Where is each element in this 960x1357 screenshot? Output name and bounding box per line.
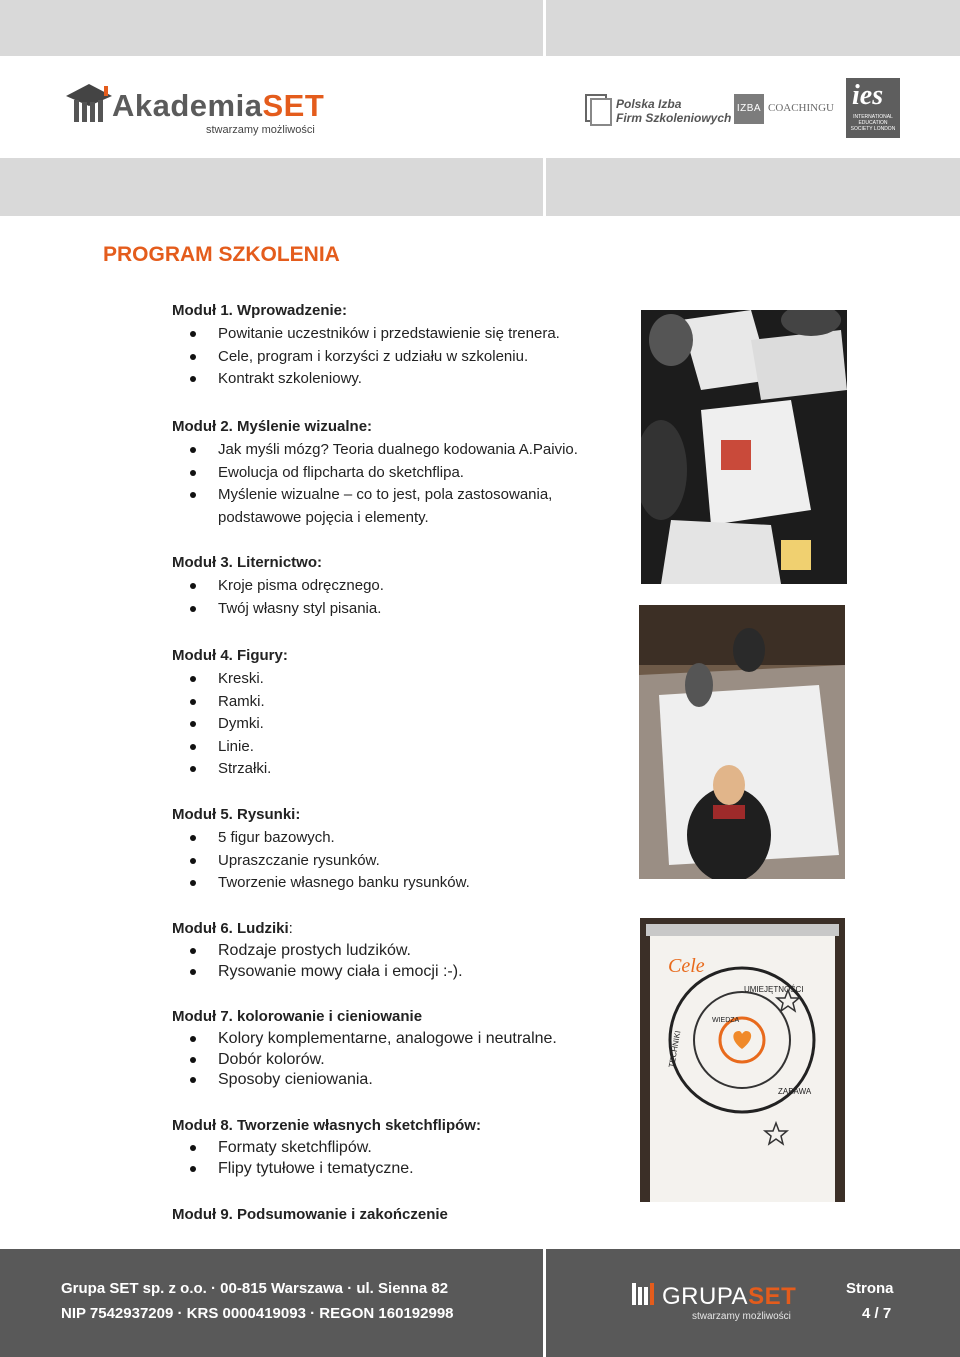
module-6 bbox=[172, 918, 632, 982]
akademia-logo-text: AkademiaSET bbox=[112, 88, 325, 123]
module-7 bbox=[172, 1006, 632, 1091]
module-title: Moduł 6. Ludziki: bbox=[172, 920, 293, 937]
header-divider bbox=[543, 0, 546, 216]
footer-page-label: Strona bbox=[846, 1280, 894, 1297]
list-item: Powitanie uczestników i przedstawienie się trenera. bbox=[172, 323, 632, 346]
list-item: Dymki. bbox=[172, 713, 632, 736]
workshop-photo-room-image bbox=[639, 605, 845, 879]
flipchart-ring-left: TECHNIKI bbox=[667, 1030, 683, 1069]
module-title: Moduł 5. Rysunki: bbox=[172, 806, 301, 823]
module-title: Moduł 8. Tworzenie własnych sketchflipów: bbox=[172, 1117, 481, 1134]
list-item: Flipy tytułowe i tematyczne. bbox=[172, 1159, 632, 1180]
document-stack-icon bbox=[584, 93, 614, 127]
list-item: Kroje pisma odręcznego. bbox=[172, 575, 632, 598]
izba-coachingu-logo bbox=[734, 94, 832, 124]
footer-address: Grupa SET sp. z o.o. · 00-815 Warszawa · ul. Sienna 82 bbox=[61, 1280, 449, 1297]
module-3 bbox=[172, 552, 632, 620]
module-title: Moduł 1. Wprowadzenie: bbox=[172, 302, 347, 319]
list-item: Jak myśli mózg? Teoria dualnego kodowania A.Paivio. bbox=[172, 439, 632, 462]
module-2 bbox=[172, 416, 632, 529]
izba-logo-box: IZBA bbox=[734, 94, 764, 124]
module-items bbox=[172, 668, 632, 781]
module-items bbox=[172, 1138, 632, 1179]
flipchart-inner: WIEDZA bbox=[712, 1017, 740, 1024]
module-1 bbox=[172, 300, 632, 391]
header-strip-bottom-left bbox=[0, 158, 543, 216]
grupa-set-logo bbox=[632, 1279, 797, 1323]
flipchart-ring-bottom: ZABAWA bbox=[778, 1087, 812, 1096]
module-title: Moduł 4. Figury: bbox=[172, 647, 288, 664]
page-title: PROGRAM SZKOLENIA bbox=[103, 243, 340, 266]
graduation-cap-icon bbox=[64, 76, 114, 126]
list-item: Ramki. bbox=[172, 691, 632, 714]
akademia-set-logo bbox=[64, 76, 325, 138]
list-item: Cele, program i korzyści z udziału w szkoleniu. bbox=[172, 346, 632, 369]
module-items bbox=[172, 941, 632, 982]
workshop-photo-room bbox=[639, 605, 845, 879]
list-item: Kolory komplementarne, analogowe i neutralne. bbox=[172, 1029, 632, 1050]
module-4 bbox=[172, 645, 632, 781]
header-strip-top-right bbox=[546, 0, 960, 56]
workshop-photo-flipchart bbox=[640, 918, 845, 1202]
list-item: Sposoby cieniowania. bbox=[172, 1070, 632, 1091]
akademia-tagline: stwarzamy możliwości bbox=[206, 124, 315, 136]
list-item: Tworzenie własnego banku rysunków. bbox=[172, 872, 632, 895]
grupa-set-bars-icon bbox=[632, 1279, 658, 1307]
list-item: Myślenie wizualne – co to jest, pola zastosowania, podstawowe pojęcia i elementy. bbox=[172, 484, 598, 529]
list-item: Ewolucja od flipcharta do sketchflipa. bbox=[172, 462, 632, 485]
pifs-logo-text: Polska Izba Firm Szkoleniowych bbox=[616, 97, 732, 125]
page-footer bbox=[0, 1249, 960, 1357]
module-title: Moduł 2. Myślenie wizualne: bbox=[172, 418, 373, 435]
list-item: Dobór kolorów. bbox=[172, 1050, 632, 1071]
module-title: Moduł 7. kolorowanie i cieniowanie bbox=[172, 1008, 423, 1025]
list-item: Rodzaje prostych ludzików. bbox=[172, 941, 632, 962]
list-item: Formaty sketchflipów. bbox=[172, 1138, 632, 1159]
page-header bbox=[0, 0, 960, 216]
footer-company-ids: NIP 7542937209 · KRS 0000419093 · REGON 160192998 bbox=[61, 1305, 454, 1322]
list-item: Strzałki. bbox=[172, 758, 632, 781]
module-5 bbox=[172, 804, 632, 895]
module-items bbox=[172, 439, 632, 529]
izba-logo-text: COACHINGU bbox=[768, 102, 834, 114]
list-item: Kontrakt szkoleniowy. bbox=[172, 368, 632, 391]
footer-page-number: 4 / 7 bbox=[862, 1305, 892, 1322]
footer-divider bbox=[543, 1249, 546, 1357]
ies-logo bbox=[846, 78, 900, 138]
list-item: Twój własny styl pisania. bbox=[172, 598, 632, 621]
ies-logo-subtext: INTERNATIONAL EDUCATION SOCIETY LONDON bbox=[850, 114, 896, 132]
list-item: 5 figur bazowych. bbox=[172, 827, 632, 850]
header-strip-top-left bbox=[0, 0, 543, 56]
module-items bbox=[172, 1029, 632, 1091]
list-item: Rysowanie mowy ciała i emocji :-). bbox=[172, 962, 632, 983]
workshop-photo-flipchart-image bbox=[640, 918, 845, 1202]
module-items bbox=[172, 827, 632, 895]
list-item: Kreski. bbox=[172, 668, 632, 691]
flipchart-title: Cele bbox=[668, 955, 705, 977]
module-items bbox=[172, 575, 632, 620]
module-8 bbox=[172, 1115, 632, 1179]
grupa-set-logo-text: GRUPASET bbox=[662, 1283, 797, 1310]
module-items bbox=[172, 323, 632, 391]
grupa-set-tagline: stwarzamy możliwości bbox=[692, 1311, 791, 1322]
workshop-photo-floor-image bbox=[641, 310, 847, 584]
flipchart-ring-top: UMIEJĘTNOŚCI bbox=[744, 985, 804, 994]
list-item: Upraszczanie rysunków. bbox=[172, 850, 632, 873]
workshop-photo-floor bbox=[641, 310, 847, 584]
pifs-logo bbox=[584, 93, 732, 127]
header-strip-bottom-right bbox=[546, 158, 960, 216]
module-9 bbox=[172, 1204, 632, 1226]
ies-logo-text: ies bbox=[852, 80, 884, 111]
module-title: Moduł 9. Podsumowanie i zakończenie bbox=[172, 1206, 448, 1223]
module-title: Moduł 3. Liternictwo: bbox=[172, 554, 322, 571]
list-item: Linie. bbox=[172, 736, 632, 759]
